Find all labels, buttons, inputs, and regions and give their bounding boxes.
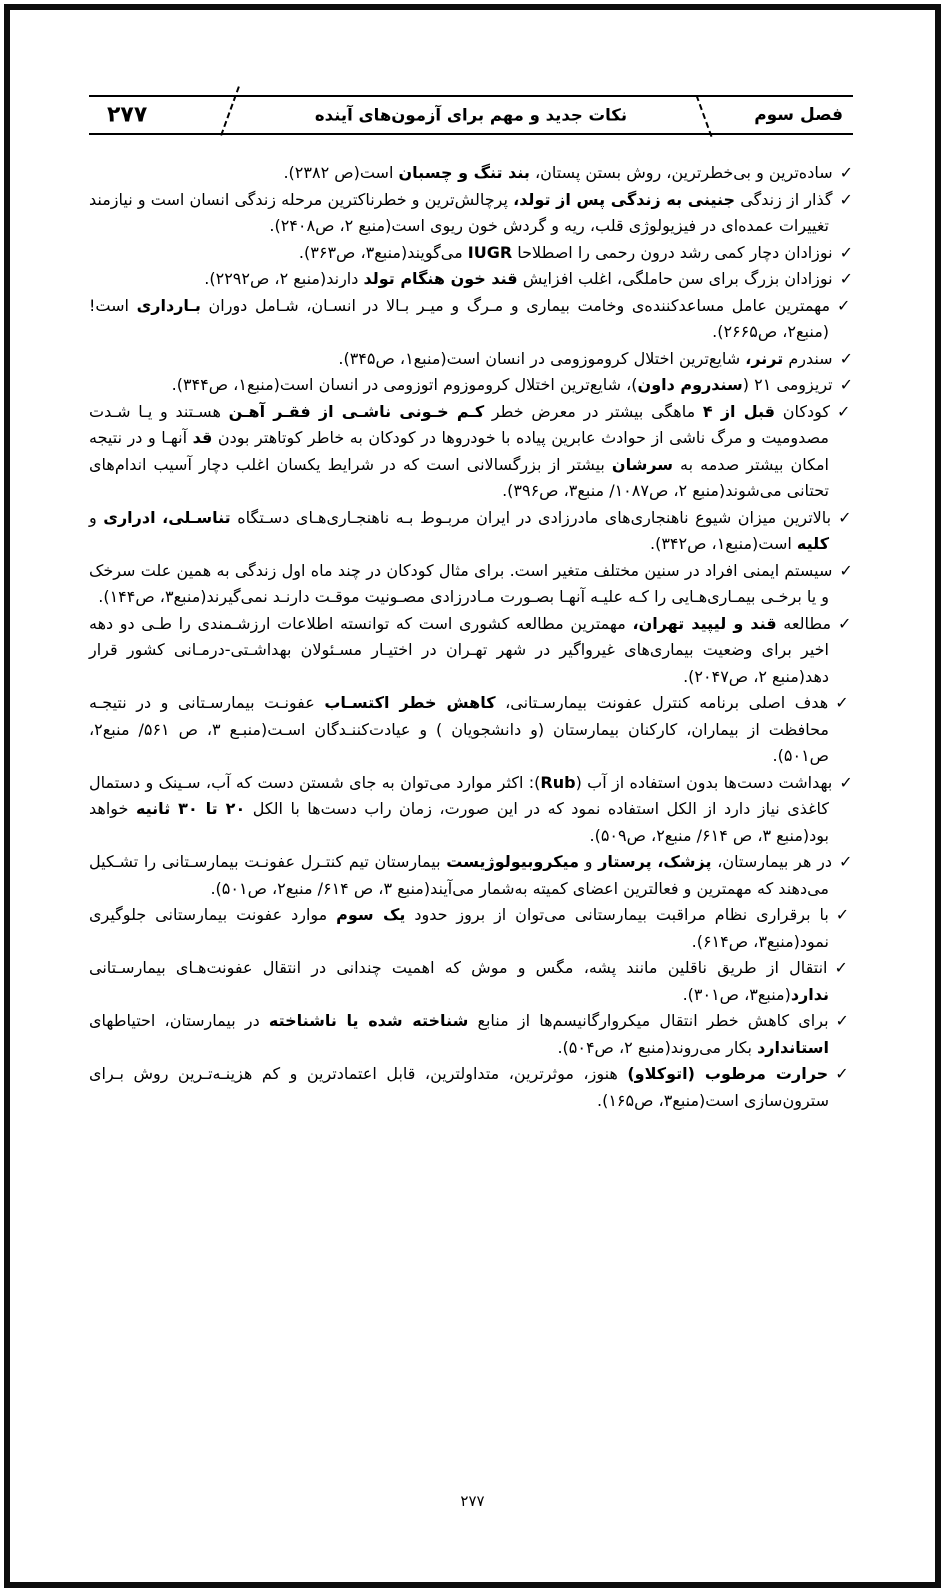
bullet-text-bold: کـم خـونی ناشـی از فقـر آهـن [228, 401, 485, 421]
checkmark-icon: ✓ [839, 772, 854, 792]
bullet-item [89, 266, 853, 293]
bullet-text: ): اکثر موارد می‌توان به جای شستن دست که آب، سـینک و دستمال کاغذی نیاز دارد از الکل استفاده نمود که در این صورت، زمان راب دست‌ها با الکل [89, 772, 830, 818]
bullet-text: خواهد بود(منبع ۳، ص ۶۱۴/ منبع۲، ص۵۰۹). [89, 799, 829, 845]
bullet-text: سندرم [783, 348, 833, 368]
bullet-text: ماهگی بیشتر در معرض خطر [484, 401, 703, 421]
bullet-item [89, 346, 853, 373]
bullet-text-bold: جنینی به زندگی پس از تولد، [513, 189, 736, 209]
bullet-item [89, 902, 853, 955]
bullet-item [89, 690, 853, 770]
bullet-text: است(ص ۲۳۸۲). [283, 163, 399, 182]
bullet-text: دارند(منبع ۲، ص۲۲۹۲). [204, 269, 364, 288]
checkmark-icon: ✓ [836, 401, 854, 421]
bullet-text-bold: سندروم داون [637, 375, 743, 394]
bullet-text: در بیمارستان، احتیاطهای [89, 1011, 269, 1030]
bullet-text-bold: IUGR [467, 242, 513, 262]
dashed-separator-icon [220, 86, 240, 136]
bullet-text: مطالعه [776, 613, 832, 633]
checkmark-icon: ✓ [835, 1064, 854, 1083]
bullet-text-bold: بند تنگ و چسبان [398, 163, 530, 182]
bullet-text: بکار می‌روند(منبع ۲، ص۵۰۴). [557, 1037, 758, 1057]
bullet-text-bold: کاهش خطر اکتسـاب [324, 693, 496, 712]
bullet-item [89, 372, 853, 399]
bullet-text-bold: ندارد [790, 984, 829, 1004]
bullet-text-bold: استاندارد [757, 1037, 829, 1057]
bullet-text: شایع‌ترین اختلال کروموزومی در انسان است(منبع۱، ص۳۴۵). [338, 348, 746, 368]
bullet-text: پرچالش‌ترین و خطرناکترین مرحله زندگی انسان است و نیازمند تغییرات عمده‌ای در فیزیولوژی قلب، ریه و گردش خون ریوی است(منبع ۲، ص۲۴۰۸). [89, 189, 829, 235]
footer-page-number: ۲۷۷ [460, 1492, 485, 1510]
checkmark-icon: ✓ [838, 613, 854, 633]
bullet-text: انتقال از طریق ناقلین مانند پشه، مگس و موش که اهمیت چندانی در انتقال عفونت‌هـای بیمارسـتانی [89, 958, 828, 977]
bullet-text: نوزادان دچار کمی رشد درون رحمی را اصطلاحا [512, 242, 833, 262]
bullet-item [89, 293, 853, 346]
bullet-text: می‌گویند(منبع۳، ص۳۶۳). [298, 242, 468, 262]
bullet-text: بالاترین میزان شیوع ناهنجاری‌های مادرزادی در ایران مربـوط بـه ناهنجـاری‌هـای دسـتگاه [230, 507, 832, 527]
bullet-text: است!(منبع۲، ص۲۶۶۵). [89, 295, 829, 341]
header-page-number: ۲۷۷ [107, 102, 148, 128]
page-frame [4, 4, 941, 1588]
bullet-text-bold: تناسـلی، [162, 507, 231, 527]
bullet-text-bold: قد [192, 428, 213, 447]
checkmark-icon: ✓ [835, 905, 854, 924]
checkmark-icon: ✓ [839, 242, 853, 262]
bullet-text: برای کاهش خطر انتقال میکروارگانیسم‌ها از منابع [468, 1011, 829, 1030]
bullet-text: مهمترین مطالعه کشوری است که توانسته اطلاعات ارزشـمندی را طـی دو دهه اخیر برای وضعیت بیماری‌های غیرواگیر در شهر تهـران در اختیـار مسـئولان بهداشـتی-درمـانی کشور قرار دهد(منبع ۲، ص۲۰۴۷). [89, 613, 829, 686]
bullet-text: هنوز، موثرترین، متداولترین، قابل اعتمادترین و کم هزینـه‌تـرین روش بـرای سترون‌سازی است(منبع۳، ص۱۶۵). [89, 1064, 829, 1110]
dashed-separator-icon [696, 95, 713, 137]
bullet-item [89, 770, 853, 850]
bullet-item [89, 1008, 853, 1061]
checkmark-icon: ✓ [835, 1011, 854, 1030]
bullet-text-bold: قند و لیپید تهران، [632, 613, 777, 633]
bullet-item [89, 1061, 853, 1114]
bullet-text-bold: پرستار [598, 852, 652, 871]
checkmark-icon: ✓ [838, 507, 854, 527]
checkmark-icon: ✓ [835, 693, 854, 712]
checkmark-icon: ✓ [839, 189, 854, 209]
bullet-item [89, 505, 853, 558]
bullet-text-bold: ۲۰ تا ۳۰ ثانیه [135, 799, 246, 818]
bullet-item [89, 849, 853, 902]
bullet-text: بهداشت دست‌ها بدون استفاده از آب ( [575, 772, 833, 792]
bullet-text: ساده‌ترین و بی‌خطرترین، روش بستن پستان، [529, 163, 833, 182]
bullet-text-bold: میکروبیولوژیست [446, 852, 579, 871]
bullet-text: است(منبع۱، ص۳۴۲). [649, 534, 797, 553]
bullet-text-bold: سرشان [611, 454, 674, 474]
bullet-text: بیمارستان تیم کنتـرل عفونـت بیمارسـتانی را تشـکیل می‌دهند که مهمترین و فعالترین اعضای کمیته به‌شمار می‌آیند(منبع ۳، ص ۶۱۴/ منبع۲، ص۵۰۱). [89, 852, 829, 898]
bullet-text: با برقراری نظام مراقبت بیمارستانی می‌توان از بروز حدود [405, 905, 829, 924]
checkmark-icon: ✓ [839, 560, 854, 580]
bullet-text: نوزادان بزرگ برای سن حاملگی، اغلب افزایش [517, 269, 833, 288]
bullet-text: در هر بیمارستان، [711, 852, 832, 871]
bullet-text: هسـتند و یـا شـدت مصدومیت و مرگ ناشی از حوادث عابرین پیاده با خودروها در کودکان به خاطر کوتاهتر بودن [89, 401, 829, 447]
checkmark-icon: ✓ [837, 295, 854, 315]
bullet-text-bold: بـارداری [136, 295, 201, 315]
bullet-text: عفونـت بیمارسـتانی و در نتیجـه محافظت از بیماران، کارکنان بیمارستان (و دانشجویان ) و عیادت‌کننـدگان اسـت(منبـع ۳، ص ۵۶۱/ منبع۲، ص۵۰۱). [89, 693, 830, 765]
checkmark-icon: ✓ [839, 348, 853, 368]
checkmark-icon: ✓ [839, 269, 853, 288]
bullet-text-bold: کلیه [796, 534, 829, 553]
page-header-title: نکات جدید و مهم برای آزمون‌های آینده [314, 105, 628, 125]
bullet-text-bold: ترنر، [745, 348, 784, 368]
page-header [89, 95, 853, 135]
bullet-text: )، شایع‌ترین اختلال کروموزوم اتوزومی در انسان است(منبع۱، ص۳۴۴). [171, 375, 638, 394]
page-footer [10, 1492, 935, 1510]
bullet-text-bold: Rub [540, 772, 576, 792]
bullet-text-bold: ادراری [103, 507, 156, 527]
bullet-text: هدف اصلی برنامه کنترل عفونت بیمارسـتانی، [495, 693, 829, 712]
bullet-text: کودکان [775, 401, 830, 421]
bullet-list [89, 160, 853, 1114]
bullet-text: گذار از زندگی [735, 189, 833, 209]
bullet-item [89, 955, 853, 1008]
checkmark-icon: ✓ [838, 852, 854, 871]
chapter-label: فصل سوم [754, 105, 843, 125]
bullet-text: (منبع۳، ص۳۰۱). [682, 984, 791, 1004]
bullet-item [89, 240, 853, 267]
bullet-item [89, 160, 853, 187]
bullet-text: سیستم ایمنی افراد در سنین مختلف متغیر است. برای مثال کودکان در چند ماه اول زندگی به همین علت سرخک و یا برخـی بیمـاری‌هـایی را کـه علیـه آنهـا بصـورت مـادرزادی مصـونیت موقـت دارنـد نمی‌گیرند(منبع۳، ص۱۴۴). [89, 560, 833, 606]
bullet-item [89, 399, 853, 505]
bullet-text-bold: حرارت مرطوب (اتوکلاو) [627, 1064, 829, 1083]
bullet-item [89, 558, 853, 611]
bullet-text-bold: قند خون هنگام تولد [363, 269, 518, 288]
bullet-text: بیشتر از بزرگسالانی است که در شرایط یکسان اغلب دچار آسیب اندام‌های تحتانی می‌شوند(منبع ۲، ص۱۰۸۷/ منبع۳، ص۳۹۶). [89, 454, 829, 500]
bullet-text: موارد عفونت بیمارستانی جلوگیری نمود(منبع۳، ص۶۱۴). [89, 905, 829, 951]
bullet-text-bold: یک سوم [336, 905, 406, 924]
bullet-text: مهمترین عامل مساعدکننده‌ی وخامت بیماری و مـرگ و میـر بـالا در انسـان، شـامل دوران [200, 295, 831, 315]
checkmark-icon: ✓ [839, 375, 853, 394]
checkmark-icon: ✓ [834, 958, 853, 977]
bullet-text: و [578, 852, 599, 871]
bullet-text: تریزومی ۲۱ ( [742, 375, 833, 394]
bullet-text: و [89, 507, 104, 527]
bullet-text: آنهـا و در نتیجه امکان بیشتر صدمه به [89, 428, 830, 474]
bullet-text-bold: پزشک، [657, 852, 712, 871]
bullet-text-bold: قبل از ۴ [702, 401, 776, 421]
bullet-item [89, 611, 853, 691]
bullet-text-bold: شناخته شده یا ناشناخته [268, 1011, 469, 1030]
bullet-item [89, 187, 853, 240]
checkmark-icon: ✓ [839, 163, 853, 182]
